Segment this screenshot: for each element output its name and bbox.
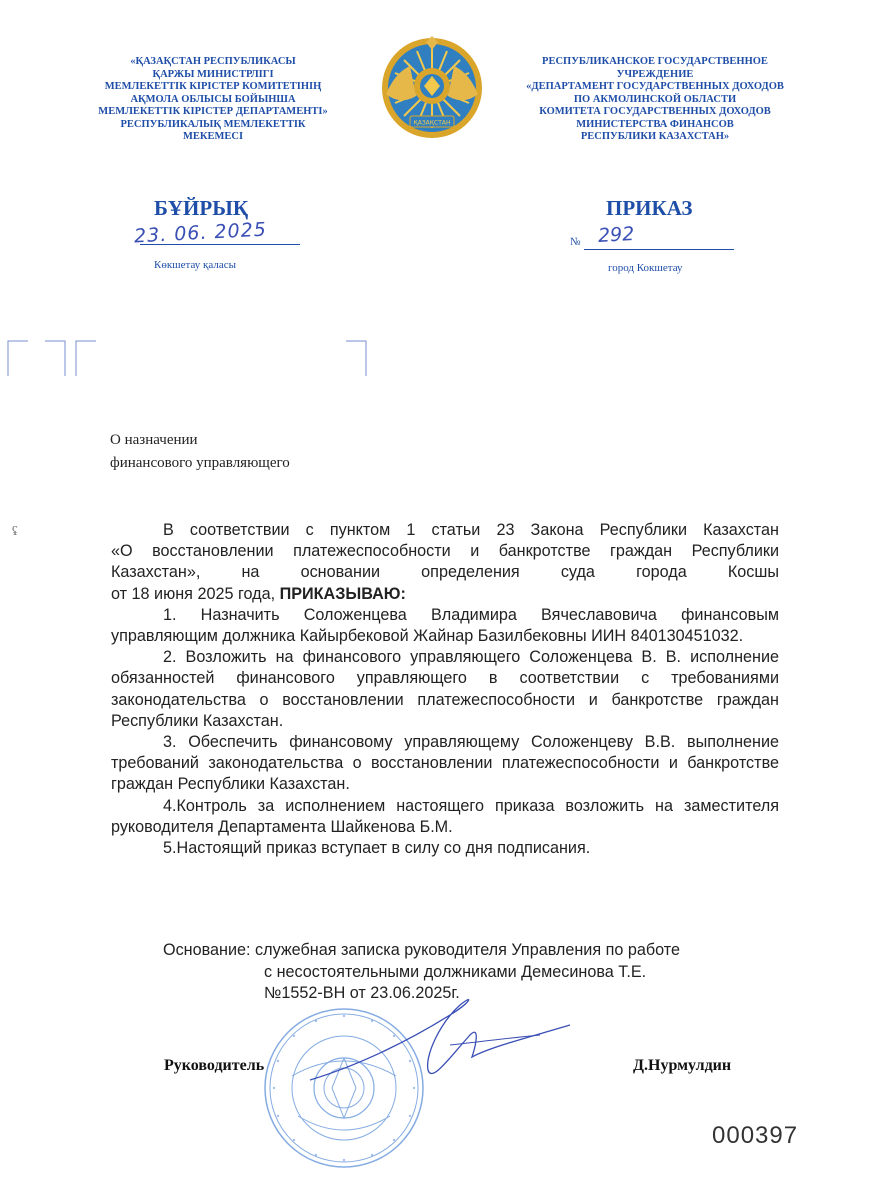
svg-text:ҚАЗАҚСТАН: ҚАЗАҚСТАН <box>413 119 451 127</box>
subject-line: О назначении <box>110 432 198 448</box>
order-item: 4.Контроль за исполнением настоящего приказа возложить на заместителя руководителя Департамента Шайкенова Б.М. <box>111 796 779 836</box>
document-body <box>111 520 779 859</box>
document-title-ru: ПРИКАЗ <box>606 196 693 220</box>
header-left-line: МЕМЛЕКЕТТІК КІРІСТЕР КОМИТЕТІНІҢ <box>104 81 322 92</box>
handwritten-signature <box>300 985 580 1095</box>
basis-line: №1552-ВН от 23.06.2025г. <box>264 984 460 1002</box>
body-intro-line: «О восстановлении платежеспособности и банкротстве граждан Республики <box>111 542 779 561</box>
header-left-org <box>78 56 348 144</box>
header-right-line: МИНИСТЕРСТВА ФИНАНСОВ <box>576 118 734 130</box>
header-left-line: МЕМЛЕКЕТТІК КІРІСТЕР ДЕПАРТАМЕНТІ» <box>98 106 328 117</box>
subject-line: финансового управляющего <box>110 455 290 471</box>
handwritten-date: 23. 06. 2025 <box>133 218 268 248</box>
body-intro-line: от 18 июня 2025 года, <box>111 584 276 603</box>
document-subject <box>110 429 290 475</box>
date-underline <box>140 244 300 245</box>
city-kz: Көкшетау қаласы <box>154 259 237 271</box>
city-ru: город Кокшетау <box>608 262 683 274</box>
header-right-line: ПО АКМОЛИНСКОЙ ОБЛАСТИ <box>573 93 737 105</box>
header-right-org <box>505 56 805 144</box>
order-item: 1. Назначить Соложенцева Владимира Вячеславовича финансовым управляющим должника Кайырбековой Жайнар Базилбековны ИИН 840130451032. <box>111 605 779 646</box>
header-left-line: АҚМОЛА ОБЛЫСЫ БОЙЫНША <box>130 93 296 105</box>
order-item: 5.Настоящий приказ вступает в силу со дня подписания. <box>163 839 591 858</box>
document-title-kz: БҰЙРЫҚ <box>154 196 249 220</box>
handwritten-number: 292 <box>597 223 635 247</box>
serial-number: 000397 <box>712 1122 799 1149</box>
number-sign: № <box>570 236 581 248</box>
body-intro-line: Казахстан», на основании определения суда города Косшы <box>111 563 779 582</box>
header-left-line: МЕКЕМЕСІ <box>182 131 244 142</box>
body-intro-last <box>111 584 779 605</box>
header-right-line: РЕСПУБЛИКАНСКОЕ ГОСУДАРСТВЕННОЕ <box>542 56 768 67</box>
number-underline <box>584 249 734 250</box>
signer-name: Д.Нурмулдин <box>633 1057 732 1074</box>
header-right-line: КОМИТЕТА ГОСУДАРСТВЕННЫХ ДОХОДОВ <box>539 106 771 117</box>
registration-brackets <box>0 336 380 376</box>
basis-line: с несостоятельными должниками Демесинова Т.Е. <box>264 962 647 981</box>
basis-line: Основание: служебная записка руководителя Управления по работе <box>163 941 681 959</box>
order-item: 2. Возложить на финансового управляющего Соложенцева В. В. исполнение обязанностей финансового управляющего в соответствии с требованиями законодательства о восстановлении платежеспособности и банкротстве граждан Республики Казахстан. <box>111 648 779 730</box>
order-word: ПРИКАЗЫВАЮ: <box>279 584 406 603</box>
header-right-line: РЕСПУБЛИКИ КАЗАХСТАН» <box>580 131 730 142</box>
state-emblem-icon <box>380 36 484 140</box>
body-intro-line: В соответствии с пунктом 1 статьи 23 Закона Республики Казахстан <box>163 521 779 539</box>
header-right-line: УЧРЕЖДЕНИЕ <box>616 68 694 80</box>
header-left-line: «ҚАЗАҚСТАН РЕСПУБЛИКАСЫ <box>130 56 296 67</box>
order-item: 3. Обеспечить финансовому управляющему Соложенцеву В.В. выполнение требований законодательства о восстановлении платежеспособности и банкротстве граждан Республики Казахстан. <box>111 733 779 794</box>
margin-mark: ʢ <box>12 523 18 538</box>
header-left-line: ҚАРЖЫ МИНИСТРЛІГІ <box>152 68 274 80</box>
signer-position: Руководитель <box>164 1057 265 1074</box>
header-left-line: РЕСПУБЛИКАЛЫҚ МЕМЛЕКЕТТІК <box>120 118 306 130</box>
header-right-line: «ДЕПАРТАМЕНТ ГОСУДАРСТВЕННЫХ ДОХОДОВ <box>526 81 784 92</box>
